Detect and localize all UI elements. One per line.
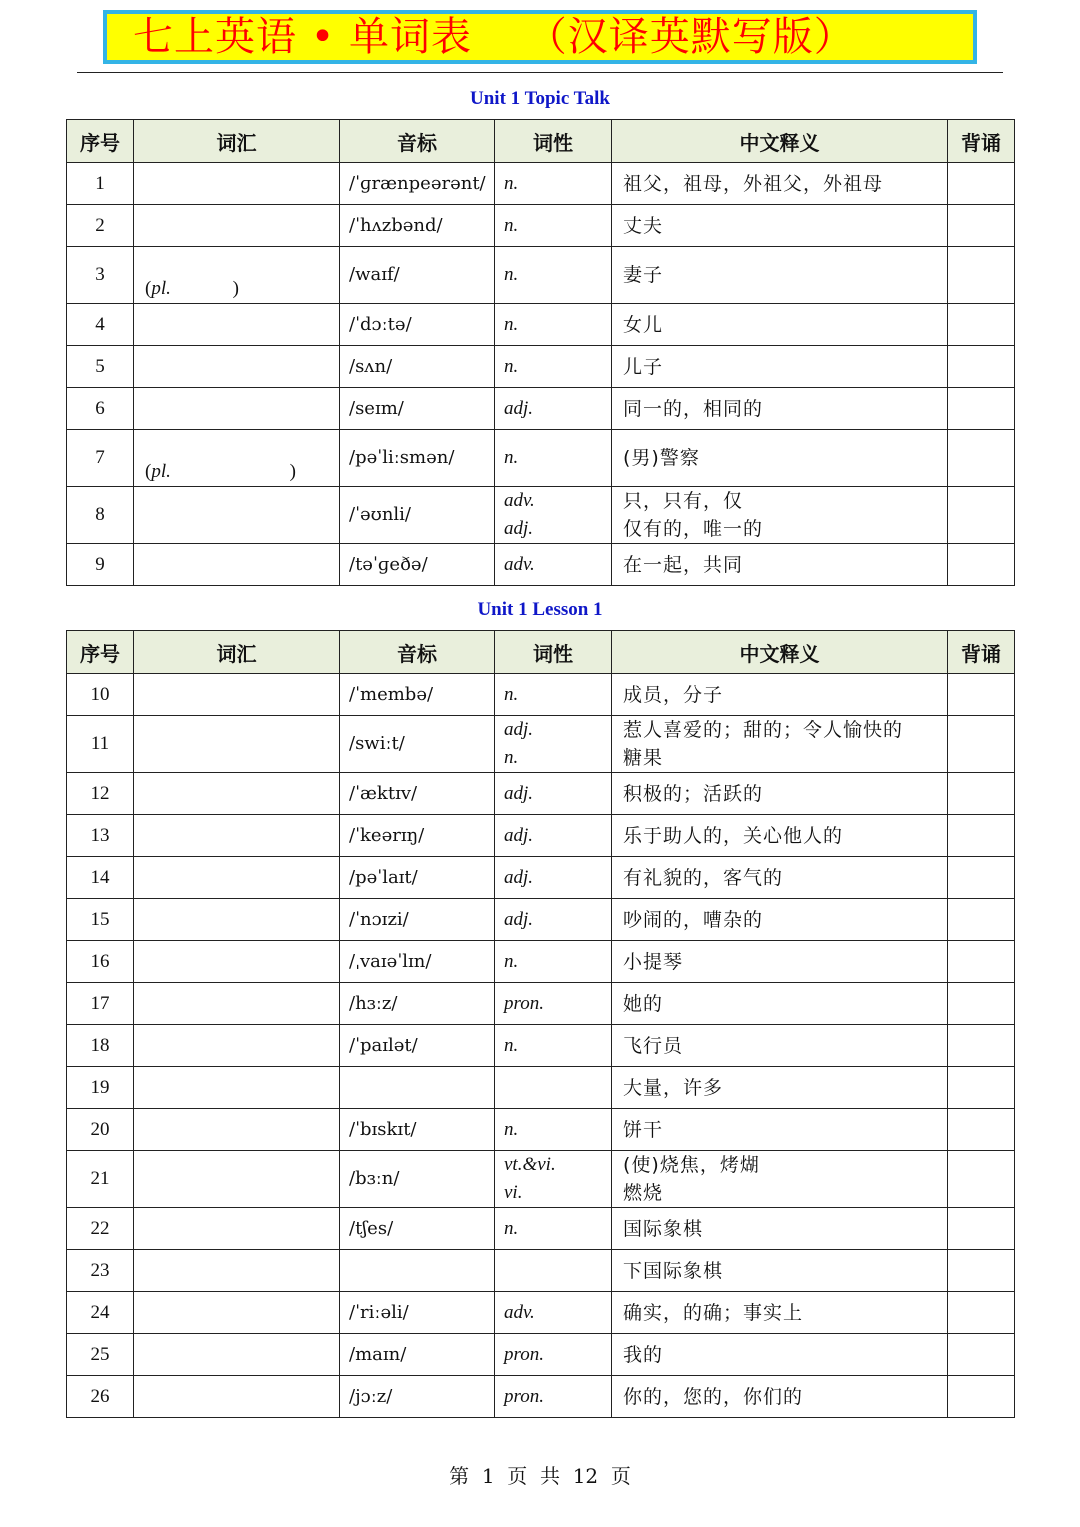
part-of-speech-cell bbox=[495, 388, 612, 430]
part-of-speech-line: adv. bbox=[504, 490, 535, 511]
plural-abbrev: pl. bbox=[151, 278, 171, 299]
word-answer-cell[interactable] bbox=[134, 304, 340, 346]
part-of-speech-cell bbox=[495, 430, 612, 487]
meaning-cell bbox=[612, 716, 948, 773]
page-footer: 第 1 页 共 12 页 bbox=[449, 1464, 631, 1488]
recite-check-cell[interactable] bbox=[948, 247, 1015, 304]
section-title-topic-talk: Unit 1 Topic Talk bbox=[470, 88, 610, 109]
table-body bbox=[67, 163, 1015, 586]
header-phonetic: 音标 bbox=[340, 120, 495, 163]
part-of-speech-line: adv. bbox=[504, 1301, 535, 1323]
meaning-cell bbox=[612, 1025, 948, 1067]
table-row bbox=[67, 674, 1015, 716]
header-recite: 背诵 bbox=[948, 631, 1015, 674]
header-meaning: 中文释义 bbox=[612, 631, 948, 674]
header-index: 序号 bbox=[67, 120, 134, 163]
part-of-speech-line: n. bbox=[504, 1118, 519, 1140]
word-answer-cell[interactable] bbox=[134, 1376, 340, 1418]
recite-check-cell[interactable] bbox=[948, 304, 1015, 346]
part-of-speech-cell bbox=[495, 247, 612, 304]
plural-close-paren: ) bbox=[232, 278, 239, 299]
word-answer-cell[interactable] bbox=[134, 1250, 340, 1292]
meaning-line: 你的，您的，你们的 bbox=[623, 1385, 804, 1408]
part-of-speech-line: adj. bbox=[504, 719, 534, 740]
recite-check-cell[interactable] bbox=[948, 899, 1015, 941]
word-answer-cell[interactable] bbox=[134, 487, 340, 544]
part-of-speech-cell bbox=[495, 1208, 612, 1250]
meaning-cell bbox=[612, 487, 948, 544]
table-row bbox=[67, 1025, 1015, 1067]
part-of-speech-cell bbox=[495, 1109, 612, 1151]
part-of-speech-line: pron. bbox=[504, 1385, 544, 1407]
plural-open-paren: ( bbox=[145, 461, 152, 482]
part-of-speech-line: n. bbox=[504, 447, 519, 468]
recite-check-cell[interactable] bbox=[948, 163, 1015, 205]
recite-check-cell[interactable] bbox=[948, 1067, 1015, 1109]
word-answer-cell[interactable] bbox=[134, 941, 340, 983]
part-of-speech-cell bbox=[495, 304, 612, 346]
phonetic-cell: /hɜːz/ bbox=[340, 983, 495, 1025]
part-of-speech-line: vt.&vi. bbox=[504, 1154, 556, 1175]
part-of-speech-cell bbox=[495, 983, 612, 1025]
recite-check-cell[interactable] bbox=[948, 1109, 1015, 1151]
phonetic-cell: /sʌn/ bbox=[340, 346, 495, 388]
header-part-of-speech: 词性 bbox=[495, 631, 612, 674]
meaning-line: 丈夫 bbox=[623, 214, 664, 237]
part-of-speech-line: pron. bbox=[504, 1343, 544, 1365]
phonetic-cell: /ˈdɔːtə/ bbox=[340, 304, 495, 346]
table-row bbox=[67, 1292, 1015, 1334]
meaning-cell bbox=[612, 346, 948, 388]
meaning-line: 祖父，祖母，外祖父，外祖母 bbox=[623, 172, 884, 195]
table-body bbox=[67, 674, 1015, 1418]
recite-check-cell[interactable] bbox=[948, 1292, 1015, 1334]
recite-check-cell[interactable] bbox=[948, 1250, 1015, 1292]
meaning-cell bbox=[612, 941, 948, 983]
word-answer-cell[interactable] bbox=[134, 1025, 340, 1067]
word-answer-cell[interactable] bbox=[134, 1109, 340, 1151]
meaning-cell bbox=[612, 205, 948, 247]
part-of-speech-cell bbox=[495, 1334, 612, 1376]
phonetic-cell: /ˈnɔɪzi/ bbox=[340, 899, 495, 941]
phonetic-cell: /swiːt/ bbox=[340, 716, 495, 773]
phonetic-cell bbox=[340, 1250, 495, 1292]
index-cell: 14 bbox=[67, 857, 134, 899]
meaning-line: 糖果 bbox=[623, 747, 664, 769]
phonetic-cell: /ˈpaɪlət/ bbox=[340, 1025, 495, 1067]
part-of-speech-line: n. bbox=[504, 172, 519, 194]
meaning-line: 国际象棋 bbox=[623, 1217, 704, 1240]
phonetic-cell: /ˈəʊnli/ bbox=[340, 487, 495, 544]
part-of-speech-cell bbox=[495, 941, 612, 983]
index-cell: 7 bbox=[67, 430, 134, 487]
meaning-line: 吵闹的，嘈杂的 bbox=[623, 908, 764, 931]
section-title-lesson-1: Unit 1 Lesson 1 bbox=[477, 599, 603, 620]
index-cell: 1 bbox=[67, 163, 134, 205]
part-of-speech-line: n. bbox=[504, 214, 519, 236]
index-cell: 16 bbox=[67, 941, 134, 983]
table-row bbox=[67, 1376, 1015, 1418]
meaning-line: 妻子 bbox=[623, 264, 664, 286]
part-of-speech-cell bbox=[495, 346, 612, 388]
meaning-line: 有礼貌的，客气的 bbox=[623, 866, 784, 889]
title-banner bbox=[103, 10, 977, 64]
index-cell: 17 bbox=[67, 983, 134, 1025]
table-row bbox=[67, 899, 1015, 941]
part-of-speech-cell bbox=[495, 1067, 612, 1109]
table-row bbox=[67, 1334, 1015, 1376]
table-row bbox=[67, 1067, 1015, 1109]
meaning-line: 我的 bbox=[623, 1343, 664, 1366]
header-recite: 背诵 bbox=[948, 120, 1015, 163]
index-cell: 10 bbox=[67, 674, 134, 716]
plural-blank bbox=[145, 458, 296, 486]
meaning-cell bbox=[612, 1109, 948, 1151]
word-answer-cell[interactable] bbox=[134, 983, 340, 1025]
word-answer-cell[interactable] bbox=[134, 1151, 340, 1208]
part-of-speech-cell bbox=[495, 1025, 612, 1067]
title-divider bbox=[77, 72, 1003, 73]
phonetic-cell: /ˌvaɪəˈlɪn/ bbox=[340, 941, 495, 983]
part-of-speech-line: pron. bbox=[504, 992, 544, 1014]
plural-abbrev: pl. bbox=[151, 461, 171, 482]
table-row bbox=[67, 205, 1015, 247]
word-answer-cell[interactable] bbox=[134, 544, 340, 586]
part-of-speech-cell bbox=[495, 487, 612, 544]
phonetic-cell: /pəˈlaɪt/ bbox=[340, 857, 495, 899]
phonetic-cell: /ˈhʌzbənd/ bbox=[340, 205, 495, 247]
meaning-cell bbox=[612, 1067, 948, 1109]
word-answer-cell[interactable] bbox=[134, 773, 340, 815]
index-cell: 3 bbox=[67, 247, 134, 304]
index-cell: 22 bbox=[67, 1208, 134, 1250]
table-row bbox=[67, 773, 1015, 815]
meaning-line: 积极的；活跃的 bbox=[623, 782, 764, 805]
recite-check-cell[interactable] bbox=[948, 487, 1015, 544]
index-cell: 12 bbox=[67, 773, 134, 815]
table-row bbox=[67, 304, 1015, 346]
phonetic-cell bbox=[340, 1067, 495, 1109]
index-cell: 8 bbox=[67, 487, 134, 544]
recite-check-cell[interactable] bbox=[948, 815, 1015, 857]
index-cell: 15 bbox=[67, 899, 134, 941]
index-cell: 9 bbox=[67, 544, 134, 586]
part-of-speech-line: n. bbox=[504, 264, 519, 285]
phonetic-cell: /ˈriːəli/ bbox=[340, 1292, 495, 1334]
table-row bbox=[67, 1151, 1015, 1208]
meaning-line: 确实，的确；事实上 bbox=[623, 1301, 804, 1324]
phonetic-cell: /seɪm/ bbox=[340, 388, 495, 430]
meaning-line: 大量，许多 bbox=[623, 1076, 724, 1099]
phonetic-cell: /pəˈliːsmən/ bbox=[340, 430, 495, 487]
word-answer-cell[interactable] bbox=[134, 1067, 340, 1109]
recite-check-cell[interactable] bbox=[948, 716, 1015, 773]
recite-check-cell[interactable] bbox=[948, 1208, 1015, 1250]
recite-check-cell[interactable] bbox=[948, 388, 1015, 430]
table-row bbox=[67, 1109, 1015, 1151]
recite-check-cell[interactable] bbox=[948, 1025, 1015, 1067]
meaning-cell bbox=[612, 1376, 948, 1418]
part-of-speech-line: adv. bbox=[504, 553, 535, 575]
meaning-cell bbox=[612, 1334, 948, 1376]
part-of-speech-line: n. bbox=[504, 1034, 519, 1056]
phonetic-cell: /ˈæktɪv/ bbox=[340, 773, 495, 815]
recite-check-cell[interactable] bbox=[948, 1334, 1015, 1376]
vocab-table-topic-talk bbox=[66, 119, 1015, 586]
meaning-line: 只，只有，仅 bbox=[623, 490, 744, 512]
part-of-speech-cell bbox=[495, 1151, 612, 1208]
word-answer-cell[interactable] bbox=[134, 247, 340, 304]
phonetic-cell: /ˈɡrænpeərənt/ bbox=[340, 163, 495, 205]
meaning-line: 她的 bbox=[623, 992, 664, 1015]
word-answer-cell[interactable] bbox=[134, 205, 340, 247]
index-cell: 4 bbox=[67, 304, 134, 346]
meaning-line: 儿子 bbox=[623, 355, 664, 378]
phonetic-cell: /waɪf/ bbox=[340, 247, 495, 304]
plural-blank bbox=[145, 275, 239, 303]
header-phonetic: 音标 bbox=[340, 631, 495, 674]
index-cell: 21 bbox=[67, 1151, 134, 1208]
meaning-line: (使)烧焦，烤煳 bbox=[623, 1154, 760, 1176]
phonetic-cell: /bɜːn/ bbox=[340, 1151, 495, 1208]
meaning-cell bbox=[612, 674, 948, 716]
header-word: 词汇 bbox=[134, 120, 340, 163]
recite-check-cell[interactable] bbox=[948, 544, 1015, 586]
phonetic-cell: /təˈɡeðə/ bbox=[340, 544, 495, 586]
part-of-speech-line: adj. bbox=[504, 397, 534, 419]
index-cell: 25 bbox=[67, 1334, 134, 1376]
plural-open-paren: ( bbox=[145, 278, 152, 299]
index-cell: 2 bbox=[67, 205, 134, 247]
meaning-cell bbox=[612, 247, 948, 304]
recite-check-cell[interactable] bbox=[948, 430, 1015, 487]
meaning-cell bbox=[612, 1250, 948, 1292]
recite-check-cell[interactable] bbox=[948, 941, 1015, 983]
index-cell: 13 bbox=[67, 815, 134, 857]
vocab-table-lesson-1 bbox=[66, 630, 1015, 1418]
meaning-line: 女儿 bbox=[623, 313, 664, 336]
table-row bbox=[67, 544, 1015, 586]
meaning-cell bbox=[612, 388, 948, 430]
table-row bbox=[67, 857, 1015, 899]
recite-check-cell[interactable] bbox=[948, 983, 1015, 1025]
table-row bbox=[67, 815, 1015, 857]
meaning-cell bbox=[612, 304, 948, 346]
header-part-of-speech: 词性 bbox=[495, 120, 612, 163]
meaning-line: 燃烧 bbox=[623, 1182, 664, 1204]
recite-check-cell[interactable] bbox=[948, 1376, 1015, 1418]
table-row bbox=[67, 1208, 1015, 1250]
meaning-cell bbox=[612, 857, 948, 899]
plural-answer-gap[interactable] bbox=[171, 461, 290, 482]
table-row bbox=[67, 346, 1015, 388]
meaning-cell bbox=[612, 815, 948, 857]
part-of-speech-cell bbox=[495, 1292, 612, 1334]
index-cell: 19 bbox=[67, 1067, 134, 1109]
index-cell: 20 bbox=[67, 1109, 134, 1151]
meaning-line: 同一的，相同的 bbox=[623, 397, 764, 420]
part-of-speech-line: adj. bbox=[504, 782, 534, 804]
word-answer-cell[interactable] bbox=[134, 899, 340, 941]
part-of-speech-line: adj. bbox=[504, 866, 534, 888]
word-answer-cell[interactable] bbox=[134, 1334, 340, 1376]
part-of-speech-line: n. bbox=[504, 1217, 519, 1239]
index-cell: 5 bbox=[67, 346, 134, 388]
meaning-cell bbox=[612, 899, 948, 941]
word-answer-cell[interactable] bbox=[134, 815, 340, 857]
recite-check-cell[interactable] bbox=[948, 674, 1015, 716]
meaning-line: 小提琴 bbox=[623, 950, 684, 973]
phonetic-cell: /maɪn/ bbox=[340, 1334, 495, 1376]
plural-answer-gap[interactable] bbox=[171, 278, 233, 299]
part-of-speech-line: n. bbox=[504, 950, 519, 972]
word-answer-cell[interactable] bbox=[134, 346, 340, 388]
part-of-speech-line: n. bbox=[504, 355, 519, 377]
meaning-line: 下国际象棋 bbox=[623, 1259, 724, 1282]
meaning-line: 成员，分子 bbox=[623, 683, 724, 706]
page-title: 七上英语 • 单词表 （汉译英默写版） bbox=[133, 14, 855, 60]
meaning-cell bbox=[612, 430, 948, 487]
index-cell: 26 bbox=[67, 1376, 134, 1418]
header-word: 词汇 bbox=[134, 631, 340, 674]
part-of-speech-cell bbox=[495, 1250, 612, 1292]
header-meaning: 中文释义 bbox=[612, 120, 948, 163]
meaning-line: 在一起，共同 bbox=[623, 553, 744, 576]
phonetic-cell: /ˈkeərɪŋ/ bbox=[340, 815, 495, 857]
meaning-cell bbox=[612, 1208, 948, 1250]
index-cell: 11 bbox=[67, 716, 134, 773]
table-header-row bbox=[67, 631, 1015, 674]
recite-check-cell[interactable] bbox=[948, 1151, 1015, 1208]
meaning-line: (男)警察 bbox=[623, 447, 700, 469]
word-answer-cell[interactable] bbox=[134, 388, 340, 430]
meaning-cell bbox=[612, 983, 948, 1025]
meaning-line: 惹人喜爱的；甜的；令人愉快的 bbox=[623, 719, 904, 741]
part-of-speech-line: adj. bbox=[504, 518, 534, 539]
recite-check-cell[interactable] bbox=[948, 773, 1015, 815]
word-answer-cell[interactable] bbox=[134, 430, 340, 487]
word-answer-cell[interactable] bbox=[134, 674, 340, 716]
meaning-cell bbox=[612, 773, 948, 815]
part-of-speech-cell bbox=[495, 544, 612, 586]
table-row bbox=[67, 487, 1015, 544]
word-answer-cell[interactable] bbox=[134, 1292, 340, 1334]
table-row bbox=[67, 716, 1015, 773]
part-of-speech-cell bbox=[495, 773, 612, 815]
word-answer-cell[interactable] bbox=[134, 716, 340, 773]
meaning-line: 乐于助人的，关心他人的 bbox=[623, 824, 844, 847]
phonetic-cell: /tʃes/ bbox=[340, 1208, 495, 1250]
part-of-speech-cell bbox=[495, 815, 612, 857]
table-row bbox=[67, 430, 1015, 487]
index-cell: 18 bbox=[67, 1025, 134, 1067]
part-of-speech-line: adj. bbox=[504, 908, 534, 930]
recite-check-cell[interactable] bbox=[948, 857, 1015, 899]
part-of-speech-cell bbox=[495, 674, 612, 716]
table-row bbox=[67, 941, 1015, 983]
part-of-speech-cell bbox=[495, 205, 612, 247]
plural-close-paren: ) bbox=[289, 461, 296, 482]
index-cell: 23 bbox=[67, 1250, 134, 1292]
recite-check-cell[interactable] bbox=[948, 346, 1015, 388]
part-of-speech-line: n. bbox=[504, 683, 519, 705]
word-answer-cell[interactable] bbox=[134, 1208, 340, 1250]
part-of-speech-cell bbox=[495, 716, 612, 773]
part-of-speech-line: n. bbox=[504, 747, 519, 768]
part-of-speech-cell bbox=[495, 899, 612, 941]
table-row bbox=[67, 163, 1015, 205]
part-of-speech-cell bbox=[495, 1376, 612, 1418]
word-answer-cell[interactable] bbox=[134, 857, 340, 899]
meaning-line: 饼干 bbox=[623, 1118, 664, 1141]
meaning-line: 飞行员 bbox=[623, 1034, 684, 1057]
table-row bbox=[67, 983, 1015, 1025]
recite-check-cell[interactable] bbox=[948, 205, 1015, 247]
word-answer-cell[interactable] bbox=[134, 163, 340, 205]
phonetic-cell: /ˈmembə/ bbox=[340, 674, 495, 716]
index-cell: 6 bbox=[67, 388, 134, 430]
phonetic-cell: /jɔːz/ bbox=[340, 1376, 495, 1418]
table-row bbox=[67, 247, 1015, 304]
table-header-row bbox=[67, 120, 1015, 163]
index-cell: 24 bbox=[67, 1292, 134, 1334]
meaning-line: 仅有的，唯一的 bbox=[623, 518, 764, 540]
part-of-speech-cell bbox=[495, 857, 612, 899]
meaning-cell bbox=[612, 163, 948, 205]
table-row bbox=[67, 1250, 1015, 1292]
meaning-cell bbox=[612, 544, 948, 586]
phonetic-cell: /ˈbɪskɪt/ bbox=[340, 1109, 495, 1151]
table-row bbox=[67, 388, 1015, 430]
header-index: 序号 bbox=[67, 631, 134, 674]
part-of-speech-line: n. bbox=[504, 313, 519, 335]
part-of-speech-cell bbox=[495, 163, 612, 205]
meaning-cell bbox=[612, 1292, 948, 1334]
part-of-speech-line: vi. bbox=[504, 1182, 523, 1203]
part-of-speech-line: adj. bbox=[504, 824, 534, 846]
meaning-cell bbox=[612, 1151, 948, 1208]
